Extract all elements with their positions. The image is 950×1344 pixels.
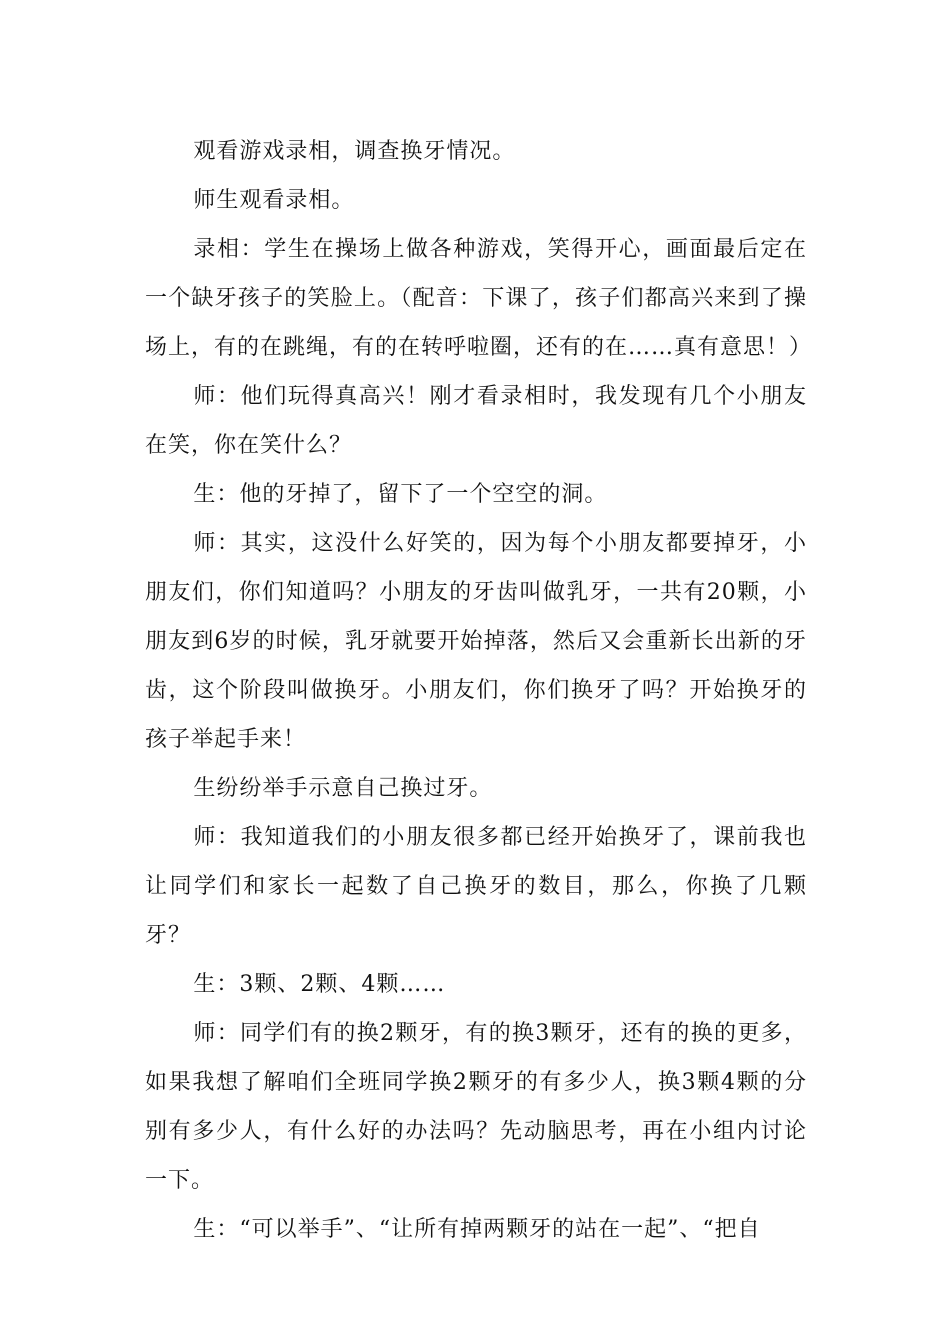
- paragraph-5: 生：他的牙掉了，留下了一个空空的洞。: [193, 482, 608, 507]
- paragraph-10: 师：同学们有的换2颗牙，有的换3颗牙，还有的换的更多，如果我想了解咱们全班同学换2颗牙的有多少人，换3颗4颗的分别有多少人，有什么好的办法吗？先动脑思考，再在小组内讨论一下。: [145, 1021, 807, 1193]
- paragraph-6: 师：其实，这没什么好笑的，因为每个小朋友都要掉牙，小朋友们，你们知道吗？小朋友的牙齿叫做乳牙，一共有20颗，小朋友到6岁的时候，乳牙就要开始掉落，然后又会重新长出新的牙齿，这个阶段叫做换牙。小朋友们，你们换牙了吗？开始换牙的孩子举起手来！: [145, 531, 807, 752]
- document-body: [145, 127, 813, 1254]
- paragraph-11: 生：“可以举手”、“让所有掉两颗牙的站在一起”、“把自: [193, 1217, 761, 1242]
- paragraph-3: 录相：学生在操场上做各种游戏，笑得开心，画面最后定在一个缺牙孩子的笑脸上。（配音：下课了，孩子们都高兴来到了操场上，有的在跳绳，有的在转呼啦圈，还有的在……真有意思！）: [145, 237, 813, 360]
- paragraph-2: 师生观看录相。: [193, 188, 355, 213]
- paragraph-8: 师：我知道我们的小朋友很多都已经开始换牙了，课前我也让同学们和家长一起数了自己换牙的数目，那么，你换了几颗牙？: [145, 825, 807, 948]
- paragraph-4: 师：他们玩得真高兴！刚才看录相时，我发现有几个小朋友在笑，你在笑什么？: [145, 384, 807, 458]
- paragraph-9: 生：3颗、2颗、4颗……: [193, 972, 446, 997]
- paragraph-1: 观看游戏录相，调查换牙情况。: [193, 139, 516, 164]
- paragraph-7: 生纷纷举手示意自己换过牙。: [193, 776, 493, 801]
